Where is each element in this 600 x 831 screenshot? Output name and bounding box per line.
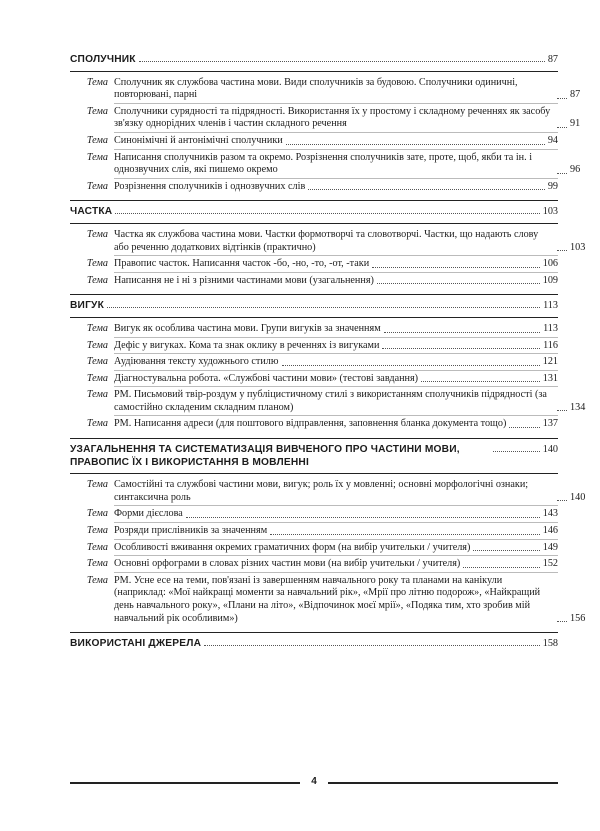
entry-label: Тема	[86, 372, 108, 384]
dot-leader	[186, 517, 540, 518]
entry-page: 109	[542, 274, 558, 286]
entry-text: РМ. Письмовий твір-роздум у публіцистичному стилі з використанням сполучників підрядності (за самостійно складеним складним планом)	[114, 389, 547, 413]
page-footer	[70, 776, 558, 790]
entry-text: Правопис часток. Написання часток -бо, -но, -то, -от, -таки	[114, 258, 370, 270]
entry-page: 96	[570, 164, 581, 176]
dot-leader	[139, 61, 545, 62]
entry-label: Тема	[86, 508, 108, 520]
toc-entry	[70, 258, 558, 275]
entry-page: 140	[570, 491, 586, 503]
entry-text: Дефіс у вигуках. Кома та знак оклику в реченнях із вигуками	[114, 339, 380, 351]
entry-page: 134	[570, 401, 586, 413]
entry-label: Тема	[86, 525, 108, 537]
entry-page: 103	[570, 241, 586, 253]
entry-text: Написання сполучників разом та окремо. Розрізнення сполучників зате, проте, щоб, якби та ін. і однозвучних слів, які пишемо окремо	[114, 151, 533, 176]
toc-entry	[70, 356, 558, 373]
dot-leader	[384, 332, 540, 333]
dot-leader	[557, 410, 567, 411]
entry-text: РМ. Усне есе на теми, пов'язані із завершенням навчального року та планами на канікули (наприклад: «Мої найкращі моменти за навчальний рік», «Мрії про літню подорож», «Найкращий день навчального року», «Плани на літо», «Відпочинок моєї мрії», «Подяка тим, хто зробив мій навчальний рік особливим»)	[114, 574, 541, 624]
toc-entry	[70, 135, 558, 152]
dot-leader	[377, 283, 540, 284]
toc-entry	[70, 389, 586, 418]
section-title: ВИГУК	[70, 300, 105, 312]
footer-rule-right	[328, 782, 558, 784]
entry-label: Тема	[86, 228, 108, 240]
entry-text: Написання не і ні з різними частинами мови (узагальнення)	[114, 274, 374, 286]
entry-text: Вигук як особлива частина мови. Групи вигуків за значенням	[114, 322, 381, 334]
dot-leader	[557, 250, 567, 251]
dot-leader	[372, 267, 540, 268]
section-heading	[70, 444, 558, 469]
toc-entry	[70, 525, 558, 542]
entry-label: Тема	[86, 418, 108, 430]
entry-page: 152	[542, 558, 558, 570]
entry-label: Тема	[86, 479, 108, 491]
toc-entry	[70, 373, 558, 390]
toc-entry	[70, 151, 581, 181]
toc-entry	[70, 76, 581, 106]
entry-page: 94	[547, 134, 558, 146]
section-heading	[70, 638, 558, 651]
section-heading	[70, 206, 558, 219]
entry-text: Синонімічні й антонімічні сполучники	[114, 134, 283, 146]
entry-text: Діагностувальна робота. «Службові частини мови» (тестові завдання)	[114, 372, 419, 384]
dot-leader	[509, 427, 539, 428]
entry-text: Аудіювання тексту художнього стилю	[114, 356, 279, 368]
toc-entry	[70, 105, 581, 135]
dot-leader	[421, 381, 540, 382]
dot-leader	[286, 144, 545, 145]
section-page: 87	[547, 54, 558, 65]
divider	[70, 294, 558, 295]
entry-label: Тема	[86, 105, 108, 117]
entry-label: Тема	[86, 76, 108, 88]
entry-label: Тема	[86, 541, 108, 553]
entry-text: Сполучники сурядності та підрядності. Використання їх у простому і складному реченнях як засобу зв'язку однорідних членів і частин складного речення	[114, 105, 551, 130]
toc-entry	[70, 340, 558, 357]
entry-label: Тема	[86, 151, 108, 163]
section-title: СПОЛУЧНИК	[70, 54, 136, 65]
entry-page: 143	[542, 508, 558, 520]
entry-label: Тема	[86, 322, 108, 334]
section-title: УЗАГАЛЬНЕННЯ ТА СИСТЕМАТИЗАЦІЯ ВИВЧЕНОГО ПРО ЧАСТИНИ МОВИ, ПРАВОПИС ЇХ І ВИКОРИСТАННЯ В МОВЛЕННІ	[70, 444, 460, 468]
page-number: 4	[311, 776, 317, 787]
dot-leader	[308, 189, 545, 190]
entry-text: Сполучник як службова частина мови. Види сполучників за будовою. Сполучники одиничні, повторювані, парні	[114, 76, 518, 101]
section-page: 103	[542, 206, 558, 218]
entry-label: Тема	[86, 574, 108, 586]
toc-entry	[70, 479, 586, 508]
dot-leader	[557, 173, 567, 174]
entry-label: Тема	[86, 274, 108, 286]
toc-entry	[70, 418, 558, 434]
entry-page: 106	[542, 258, 558, 270]
entry-page: 156	[570, 612, 586, 624]
divider	[70, 632, 558, 633]
dot-leader	[463, 567, 539, 568]
section-heading	[70, 54, 558, 67]
entry-label: Тема	[86, 339, 108, 351]
entry-text: РМ. Написання адреси (для поштового відправлення, заповнення бланка документа тощо)	[114, 418, 507, 430]
entry-text: Розрізнення сполучників і однозвучних слів	[114, 180, 306, 192]
entry-text: Форми дієслова	[114, 508, 183, 520]
section-page: 140	[542, 444, 558, 456]
toc-entry	[70, 181, 558, 197]
entry-label: Тема	[86, 134, 108, 146]
toc-entry	[70, 508, 558, 525]
dot-leader	[107, 307, 540, 308]
entry-text: Розряди прислівників за значенням	[114, 525, 268, 537]
toc-entry	[70, 323, 558, 340]
entry-page: 87	[570, 89, 581, 101]
entry-page: 146	[542, 525, 558, 537]
divider	[70, 438, 558, 439]
entry-text: Основні орфограми в словах різних частин мови (на вибір учительки / учителя)	[114, 558, 461, 570]
section-title: ЧАСТКА	[70, 206, 113, 218]
toc-entry	[70, 574, 586, 628]
divider	[70, 223, 558, 224]
entry-page: 137	[542, 418, 558, 430]
entry-label: Тема	[86, 356, 108, 368]
entry-label: Тема	[86, 389, 108, 401]
dot-leader	[115, 213, 539, 214]
dot-leader	[557, 127, 567, 128]
entry-page: 121	[542, 356, 558, 368]
toc-entry	[70, 228, 586, 258]
dot-leader	[557, 500, 567, 501]
dot-leader	[493, 451, 540, 452]
toc-entry	[70, 558, 558, 575]
toc-entry	[70, 275, 558, 291]
entry-label: Тема	[86, 180, 108, 192]
entry-text: Особливості вживання окремих граматичних форм (на вибір учительки / учителя)	[114, 541, 471, 553]
dot-leader	[557, 621, 567, 622]
dot-leader	[270, 534, 540, 535]
divider	[70, 473, 558, 474]
section-page: 158	[542, 638, 558, 650]
entry-page: 131	[542, 372, 558, 384]
dot-leader	[282, 365, 540, 366]
entry-page: 149	[542, 541, 558, 553]
divider	[70, 71, 558, 72]
entry-page: 116	[543, 339, 558, 351]
dot-leader	[382, 348, 540, 349]
dot-leader	[473, 550, 539, 551]
section-title: ВИКОРИСТАНІ ДЖЕРЕЛА	[70, 638, 202, 650]
entry-text: Самостійні та службові частини мови, вигук; роль їх у мовленні; основні морфологічні ознаки; синтаксична роль	[114, 479, 529, 503]
toc-entry	[70, 542, 558, 559]
dot-leader	[204, 645, 540, 646]
entry-label: Тема	[86, 258, 108, 270]
entry-label: Тема	[86, 558, 108, 570]
entry-page: 113	[543, 322, 558, 334]
table-of-contents	[70, 54, 586, 653]
entry-text: Частка як службова частина мови. Частки формотворчі та словотворчі. Частки, що надають слову або реченню додаткових відтінків (практично)	[114, 228, 539, 253]
section-heading	[70, 300, 558, 313]
divider	[70, 317, 558, 318]
entry-page: 91	[570, 118, 581, 130]
entry-page: 99	[547, 180, 558, 192]
dot-leader	[557, 98, 567, 99]
divider	[70, 200, 558, 201]
section-page: 113	[543, 300, 558, 312]
